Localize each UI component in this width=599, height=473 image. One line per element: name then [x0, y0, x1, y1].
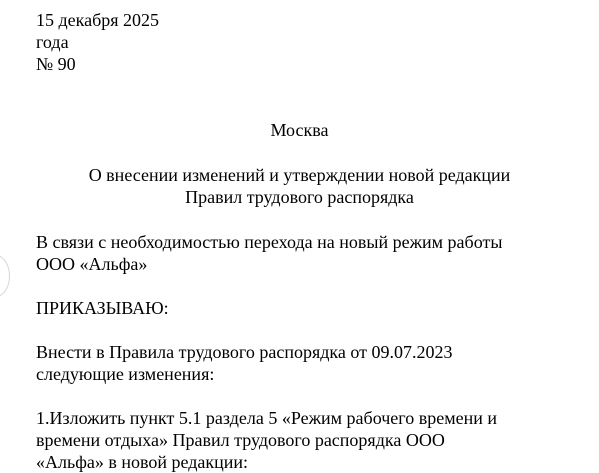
item-1-line-2: времени отдыха» Правил трудового распорядка ООО — [36, 430, 445, 450]
order-date-year-word: года — [36, 32, 69, 52]
order-date: 15 декабря 2025 — [36, 10, 160, 30]
item-intro-line-1: Внести в Правила трудового распорядка от 09.07.2023 — [36, 342, 453, 362]
page-edge-marker — [0, 255, 10, 297]
reason-line-2: ООО «Альфа» — [36, 254, 148, 274]
item-intro-line-2: следующие изменения: — [36, 364, 215, 384]
order-subject-line-1: О внесении изменений и утверждении новой редакции — [88, 165, 511, 185]
item-1-line-3: «Альфа» в новой редакции: — [36, 452, 249, 472]
order-subject-line-2: Правил трудового распорядка — [185, 187, 414, 207]
order-number: № 90 — [36, 54, 76, 74]
reason-line-1: В связи с необходимостью перехода на новый режим работы — [36, 232, 503, 252]
order-city: Москва — [270, 120, 329, 140]
order-heading: ПРИКАЗЫВАЮ: — [36, 298, 169, 318]
item-1-line-1: 1.Изложить пункт 5.1 раздела 5 «Режим рабочего времени и — [36, 408, 497, 428]
